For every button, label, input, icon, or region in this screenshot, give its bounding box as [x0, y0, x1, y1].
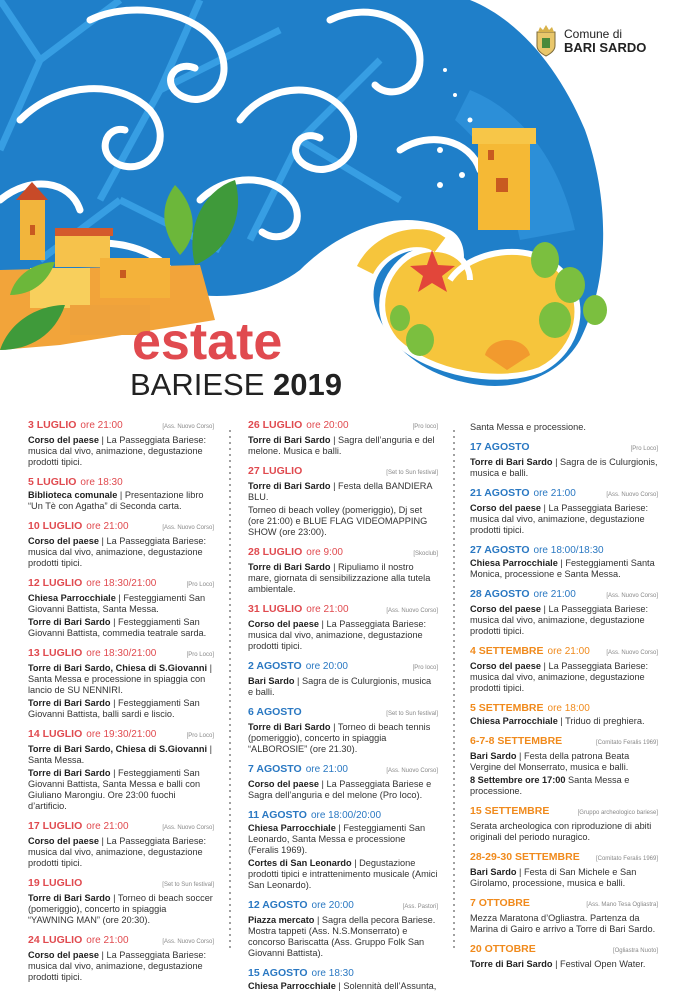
event-header	[470, 703, 658, 714]
event-organizer: [Ass. Nuovo Corso]	[606, 492, 658, 498]
event-organizer: [Ogliastra Nuoto]	[612, 948, 658, 954]
event-date: 2 AGOSTO	[248, 660, 302, 672]
event-when	[248, 968, 354, 979]
event-venue: Torre di Bari Sardo	[28, 768, 111, 778]
event-time: ore 21:00	[86, 521, 129, 532]
event-organizer: [Pro Loco]	[186, 582, 214, 588]
event-venue: Corso del paese	[470, 661, 541, 671]
event-detail: | Festa della patrona Beata Vergine del Monserrato, musica e balli.	[470, 751, 630, 772]
event-detail: Torneo di beach volley (pomeriggio), Dj set (ore 21:00) e BLUE FLAG VIDEOMAPPING SHOW (ore 23:00).	[248, 505, 428, 537]
event-when	[470, 898, 530, 909]
event-detail: | La Passeggiata Bariese: musica dal vivo, animazione, degustazione prodotti tipici.	[28, 435, 207, 467]
event-when	[470, 806, 549, 817]
event-header	[470, 589, 658, 602]
event-venue: Corso del paese	[28, 836, 99, 846]
event-entry	[28, 477, 214, 512]
event-when	[470, 488, 576, 499]
event-description	[28, 950, 214, 983]
event-detail: Mezza Maratona d’Ogliastra. Partenza da Marina di Gairo e arrivo a Torre di Bari Sardo.	[470, 913, 656, 934]
title-bariese	[130, 368, 460, 402]
event-entry	[248, 810, 438, 891]
event-header	[248, 420, 438, 433]
event-header	[28, 578, 214, 591]
event-venue: Torre di Bari Sardo	[28, 893, 111, 903]
event-venue: Torre di Bari Sardo	[28, 698, 111, 708]
event-detail: | Triduo di preghiera.	[557, 716, 645, 726]
event-date: 17 LUGLIO	[28, 820, 83, 832]
event-venue: 8 Settembre ore 17:00	[470, 775, 566, 785]
event-venue: Cortes di San Leonardo	[248, 858, 352, 868]
event-detail: | Festa della BANDIERA BLU.	[248, 481, 432, 502]
event-detail: | Festeggiamenti San Giovanni Battista, Santa Messa.	[28, 593, 206, 614]
event-date: 21 AGOSTO	[470, 487, 530, 499]
event-description	[28, 435, 214, 468]
event-detail: | Festeggiamenti San Leonardo, Santa Messa e processione (Feralis 1969).	[248, 823, 426, 855]
event-organizer: [Ass. Nuovo Corso]	[162, 424, 214, 430]
event-detail: Serata archeologica con riproduzione di abiti originali del periodo nuragico.	[470, 821, 652, 842]
event-description	[28, 593, 214, 615]
event-detail: | La Passeggiata Bariese: musica dal vivo, animazione, degustazione prodotti tipici.	[470, 503, 649, 535]
event-when	[470, 703, 590, 714]
event-detail: | Torneo di beach tennis (pomeriggio), concerto in spiaggia “ALBOROSIE” (ore 21.30).	[248, 722, 431, 754]
event-venue: Piazza mercato	[248, 915, 315, 925]
event-date: 24 LUGLIO	[28, 934, 83, 946]
event-header	[470, 806, 658, 819]
event-entry	[470, 703, 658, 727]
event-header	[248, 900, 438, 913]
event-detail: | La Passeggiata Bariese: musica dal vivo, animazione, degustazione prodotti tipici.	[28, 836, 207, 868]
event-header	[28, 521, 214, 534]
event-date: 15 SETTEMBRE	[470, 805, 550, 817]
event-venue: Torre di Bari Sardo	[28, 617, 111, 627]
event-date: 4 SETTEMBRE	[470, 645, 544, 657]
event-entry	[470, 898, 658, 935]
event-when	[28, 935, 129, 946]
event-description	[470, 422, 658, 433]
events-column-2	[248, 420, 438, 1001]
event-when	[28, 878, 82, 889]
event-time: ore 21:00	[533, 589, 576, 600]
event-entry	[28, 578, 214, 639]
event-when	[28, 477, 123, 488]
event-description	[470, 503, 658, 536]
event-venue: Chiesa Parrocchiale	[470, 558, 558, 568]
event-entry	[28, 935, 214, 983]
event-header	[28, 935, 214, 948]
event-when	[470, 736, 562, 747]
event-time: ore 18:00/20:00	[310, 810, 382, 821]
event-when	[248, 604, 349, 615]
event-description	[248, 981, 438, 992]
event-detail: | La Passeggiata Bariese: musica dal vivo, animazione, degustazione prodotti tipici.	[28, 536, 207, 568]
event-when	[470, 589, 576, 600]
event-entry	[248, 420, 438, 457]
event-date: 7 OTTOBRE	[470, 897, 530, 909]
event-date: 31 LUGLIO	[248, 603, 303, 615]
event-venue: Corso del paese	[28, 435, 99, 445]
event-detail: | La Passeggiata Bariese: musica dal vivo, animazione, degustazione prodotti tipici.	[248, 619, 427, 651]
event-time: ore 19:30/21:00	[86, 729, 157, 740]
event-detail: | Festival Open Water.	[552, 959, 646, 969]
event-detail: Santa Messa e processione.	[470, 422, 586, 432]
event-detail: | Torneo di beach soccer (pomeriggio), concerto in spiaggia “YAWNING MAN” (ore 20:30).	[28, 893, 213, 925]
event-detail: | Festeggiamenti Santa Monica, processione e Santa Messa.	[470, 558, 655, 579]
event-header	[470, 944, 658, 957]
poster-title	[130, 313, 460, 402]
event-when	[248, 764, 348, 775]
event-venue: Torre di Bari Sardo	[248, 722, 331, 732]
event-organizer: [Ass. Nuovo Corso]	[162, 525, 214, 531]
coat-of-arms-icon	[534, 24, 558, 58]
event-entry	[248, 900, 438, 959]
event-date: 12 AGOSTO	[248, 899, 308, 911]
event-when	[28, 578, 156, 589]
event-date: 12 LUGLIO	[28, 577, 83, 589]
event-entry	[28, 420, 214, 468]
event-venue: Bari Sardo	[248, 676, 295, 686]
event-when	[470, 944, 536, 955]
event-venue: Corso del paese	[28, 950, 99, 960]
event-detail: | Degustazione prodotti tipici e intrattenimento musicale (Amici San Leonardo).	[248, 858, 438, 890]
event-date: 19 LUGLIO	[28, 877, 83, 889]
event-when	[248, 810, 381, 821]
event-venue: Chiesa Parrocchiale	[470, 716, 558, 726]
event-time: ore 9:00	[306, 547, 343, 558]
event-description	[248, 562, 438, 595]
event-header	[248, 707, 438, 720]
event-detail: | Presentazione libro “Un Tè con Agatha” di Seconda carta.	[28, 490, 204, 511]
event-time: ore 21:00	[305, 764, 348, 775]
event-header	[28, 729, 214, 742]
event-when	[28, 420, 123, 431]
event-time: ore 21:00	[80, 420, 123, 431]
event-organizer: [Ass. Nuovo Corso]	[386, 768, 438, 774]
event-date: 11 AGOSTO	[248, 809, 307, 821]
event-entry	[470, 852, 658, 889]
event-header	[28, 648, 214, 661]
event-description	[28, 663, 214, 696]
event-organizer: [Ass. Nuovo Corso]	[606, 650, 658, 656]
event-venue: Corso del paese	[28, 536, 99, 546]
event-entry	[248, 968, 438, 992]
event-when	[248, 466, 302, 477]
event-header	[248, 466, 438, 479]
event-organizer: [Gruppo archeologico bariese]	[577, 810, 658, 816]
event-time: ore 20:00	[306, 420, 349, 431]
event-date: 6-7-8 SETTEMBRE	[470, 735, 563, 747]
event-entry	[248, 466, 438, 538]
event-date: 5 SETTEMBRE	[470, 702, 544, 714]
event-venue: Chiesa Parrocchiale	[28, 593, 116, 603]
event-venue: Bari Sardo	[470, 751, 517, 761]
logo-line-1: Comune di	[564, 27, 623, 41]
event-venue: Torre di Bari Sardo, Chiesa di S.Giovanni	[28, 744, 208, 754]
event-description	[470, 751, 658, 773]
event-entry	[248, 764, 438, 801]
event-detail: Santa Messa e processione.	[470, 775, 630, 796]
event-detail: | Sagra dell’anguria e del melone. Musica e balli.	[248, 435, 435, 456]
event-description	[248, 915, 438, 959]
events-section	[0, 419, 679, 991]
event-date: 13 LUGLIO	[28, 647, 83, 659]
event-header	[28, 477, 214, 488]
event-detail: | Sagra de is Culurgionis, musica e balli.	[470, 457, 658, 478]
event-organizer: [Ass. Nuovo Corso]	[386, 608, 438, 614]
event-organizer: [Pro loco]	[412, 424, 438, 430]
column-divider	[453, 428, 455, 948]
event-date: 5 LUGLIO	[28, 476, 77, 488]
event-detail: | Ripuliamo il nostro mare, giornata di sensibilizzazione alla tutela ambientale.	[248, 562, 431, 594]
event-date: 17 AGOSTO	[470, 441, 530, 453]
event-venue: Torre di Bari Sardo	[470, 959, 553, 969]
event-date: 10 LUGLIO	[28, 520, 83, 532]
event-organizer: [Pro Loco]	[630, 446, 658, 452]
event-date: 28 LUGLIO	[248, 546, 303, 558]
event-when	[248, 900, 354, 911]
event-venue: Chiesa Parrocchiale	[248, 981, 336, 991]
event-organizer: [Ass. Nuovo Corso]	[162, 939, 214, 945]
event-description	[28, 893, 214, 926]
event-date: 7 AGOSTO	[248, 763, 302, 775]
event-when	[28, 729, 156, 740]
event-time: ore 21:00	[306, 604, 349, 615]
event-organizer: [Skoclub]	[413, 551, 438, 557]
event-organizer: [Set to Sun festival]	[386, 711, 438, 717]
event-entry	[248, 547, 438, 595]
event-when	[470, 646, 590, 657]
event-when	[470, 442, 530, 453]
event-venue: Bari Sardo	[470, 867, 517, 877]
event-entry	[470, 545, 658, 580]
event-description	[470, 821, 658, 843]
event-header	[248, 968, 438, 979]
event-description	[470, 959, 658, 970]
event-entry	[470, 944, 658, 970]
event-detail: | Santa Messa e processione in spiaggia con lancio de SU NENNIRI.	[28, 663, 212, 695]
event-header	[470, 852, 658, 865]
event-description	[248, 779, 438, 801]
event-time: ore 21:00	[547, 646, 590, 657]
event-entry	[28, 821, 214, 869]
event-entry	[28, 729, 214, 812]
event-header	[470, 736, 658, 749]
event-detail: | La Passeggiata Bariese: musica dal vivo, animazione, degustazione prodotti tipici.	[470, 661, 649, 693]
event-entry	[470, 488, 658, 536]
event-header	[28, 878, 214, 891]
event-entry	[470, 736, 658, 797]
event-detail: | Festa di San Michele e San Girolamo, processione, musica e balli.	[470, 867, 637, 888]
event-description	[248, 505, 438, 538]
event-description	[248, 481, 438, 503]
event-description	[470, 661, 658, 694]
event-organizer: [Set to Sun festival]	[386, 470, 438, 476]
event-description	[28, 536, 214, 569]
event-detail: | Sagra de is Culurgionis, musica e balli.	[248, 676, 432, 697]
event-when	[470, 852, 580, 863]
event-venue: Torre di Bari Sardo	[248, 481, 331, 491]
event-venue: Torre di Bari Sardo, Chiesa di S.Giovanni	[28, 663, 208, 673]
event-header	[248, 661, 438, 674]
event-description	[470, 716, 658, 727]
event-time: ore 18:00/18:30	[533, 545, 604, 556]
event-when	[248, 661, 348, 672]
event-organizer: [Ass. Nuovo Corso]	[606, 593, 658, 599]
event-organizer: [Pro Loco]	[186, 652, 214, 658]
event-description	[28, 768, 214, 812]
event-date: 27 LUGLIO	[248, 465, 303, 477]
event-time: ore 18:30/21:00	[86, 648, 157, 659]
event-description	[470, 775, 658, 797]
event-description	[28, 490, 214, 512]
event-description	[248, 435, 438, 457]
event-venue: Corso del paese	[248, 779, 319, 789]
event-entry	[470, 806, 658, 843]
event-entry	[470, 442, 658, 479]
column-divider	[229, 428, 231, 948]
event-venue: Corso del paese	[470, 503, 541, 513]
event-venue: Corso del paese	[248, 619, 319, 629]
event-entry	[248, 661, 438, 698]
event-date: 3 LUGLIO	[28, 419, 77, 431]
event-header	[248, 547, 438, 560]
event-when	[248, 547, 343, 558]
event-description	[28, 698, 214, 720]
event-venue: Torre di Bari Sardo	[248, 435, 331, 445]
event-header	[470, 442, 658, 455]
event-detail: | La Passeggiata Bariese: musica dal vivo, animazione, degustazione prodotti tipici.	[470, 604, 649, 636]
event-venue: Torre di Bari Sardo	[470, 457, 553, 467]
event-header	[28, 821, 214, 834]
event-entry	[28, 878, 214, 926]
event-date: 14 LUGLIO	[28, 728, 83, 740]
event-time: ore 21:00	[86, 935, 129, 946]
event-organizer: [Set to Sun festival]	[162, 882, 214, 888]
event-description	[28, 617, 214, 639]
event-date: 28-29-30 SETTEMBRE	[470, 851, 580, 863]
event-time: ore 20:00	[311, 900, 354, 911]
event-entry	[248, 604, 438, 652]
event-time: ore 18:00	[547, 703, 590, 714]
event-description	[470, 604, 658, 637]
event-date: 28 AGOSTO	[470, 588, 530, 600]
event-entry	[28, 648, 214, 720]
title-bariese-word: BARIESE	[130, 367, 265, 402]
event-date: 15 AGOSTO	[248, 967, 308, 979]
events-column-3	[470, 420, 658, 979]
event-header	[248, 810, 438, 821]
events-column-1	[28, 420, 214, 992]
event-detail: | Festeggiamenti San Giovanni Battista, commedia teatrale sarda.	[28, 617, 207, 638]
event-detail: | Solennità dell’Assunta,	[335, 981, 437, 991]
municipality-logo	[534, 24, 646, 58]
event-when	[470, 545, 604, 556]
event-time: ore 20:00	[305, 661, 348, 672]
event-detail: | Sagra della pecora Bariese. Mostra tappeti (Ass. N.S.Monserrato) e concorso Bariscatta (Ass. Gruppo Folk San Giovanni Battista).	[248, 915, 436, 958]
event-time: ore 18:30	[311, 968, 354, 979]
event-time: ore 21:00	[86, 821, 129, 832]
event-time: ore 21:00	[533, 488, 576, 499]
event-when	[28, 648, 156, 659]
event-venue: Chiesa Parrocchiale	[248, 823, 336, 833]
event-venue: Torre di Bari Sardo	[248, 562, 331, 572]
event-entry	[28, 521, 214, 569]
event-description	[470, 867, 658, 889]
event-entry	[470, 422, 658, 433]
event-when	[248, 420, 349, 431]
event-description	[470, 913, 658, 935]
event-when	[28, 821, 129, 832]
event-header	[248, 604, 438, 617]
event-detail: | Festeggiamenti San Giovanni Battista, Santa Messa e balli con Giuliano Marongiu. Ore 23:00 fuochi d’artificio.	[28, 768, 201, 811]
event-organizer: [Comitato Feralis 1969]	[595, 740, 658, 746]
event-header	[470, 898, 658, 911]
event-organizer: [Ass. Mano Tesa Ogliastra]	[586, 902, 658, 908]
event-entry	[470, 589, 658, 637]
event-description	[28, 836, 214, 869]
event-header	[470, 646, 658, 659]
event-when	[28, 521, 129, 532]
event-entry	[248, 707, 438, 755]
event-time: ore 18:30	[80, 477, 123, 488]
event-entry	[470, 646, 658, 694]
event-header	[28, 420, 214, 433]
event-description	[248, 676, 438, 698]
event-detail: | La Passeggiata Bariese: musica dal vivo, animazione, degustazione prodotti tipici.	[28, 950, 207, 982]
event-description	[470, 558, 658, 580]
event-date: 20 OTTOBRE	[470, 943, 536, 955]
event-detail: | Santa Messa.	[28, 744, 212, 765]
event-description	[248, 858, 438, 891]
event-venue: Corso del paese	[470, 604, 541, 614]
event-date: 27 AGOSTO	[470, 544, 530, 556]
event-header	[470, 488, 658, 501]
event-date: 26 LUGLIO	[248, 419, 303, 431]
event-organizer: [Pro loco]	[412, 665, 438, 671]
event-organizer: [Pro Loco]	[186, 733, 214, 739]
event-organizer: [Ass. Pastori]	[402, 904, 438, 910]
event-description	[28, 744, 214, 766]
event-detail: | Festeggiamenti San Giovanni Battista, balli sardi e liscio.	[28, 698, 200, 719]
event-detail: | La Passeggiata Bariese e Sagra dell’anguria e del melone (Pro loco).	[248, 779, 432, 800]
logo-line-2: BARI SARDO	[564, 40, 647, 55]
event-when	[248, 707, 302, 718]
event-organizer: [Ass. Nuovo Corso]	[162, 825, 214, 831]
event-description	[248, 823, 438, 856]
title-year: 2019	[273, 367, 342, 402]
event-description	[248, 619, 438, 652]
event-description	[470, 457, 658, 479]
event-time: ore 18:30/21:00	[86, 578, 157, 589]
event-organizer: [Comitato Feralis 1969]	[595, 856, 658, 862]
event-header	[248, 764, 438, 777]
title-estate: estate	[132, 313, 283, 371]
event-header	[470, 545, 658, 556]
event-venue: Biblioteca comunale	[28, 490, 118, 500]
event-date: 6 AGOSTO	[248, 706, 302, 718]
event-description	[248, 722, 438, 755]
